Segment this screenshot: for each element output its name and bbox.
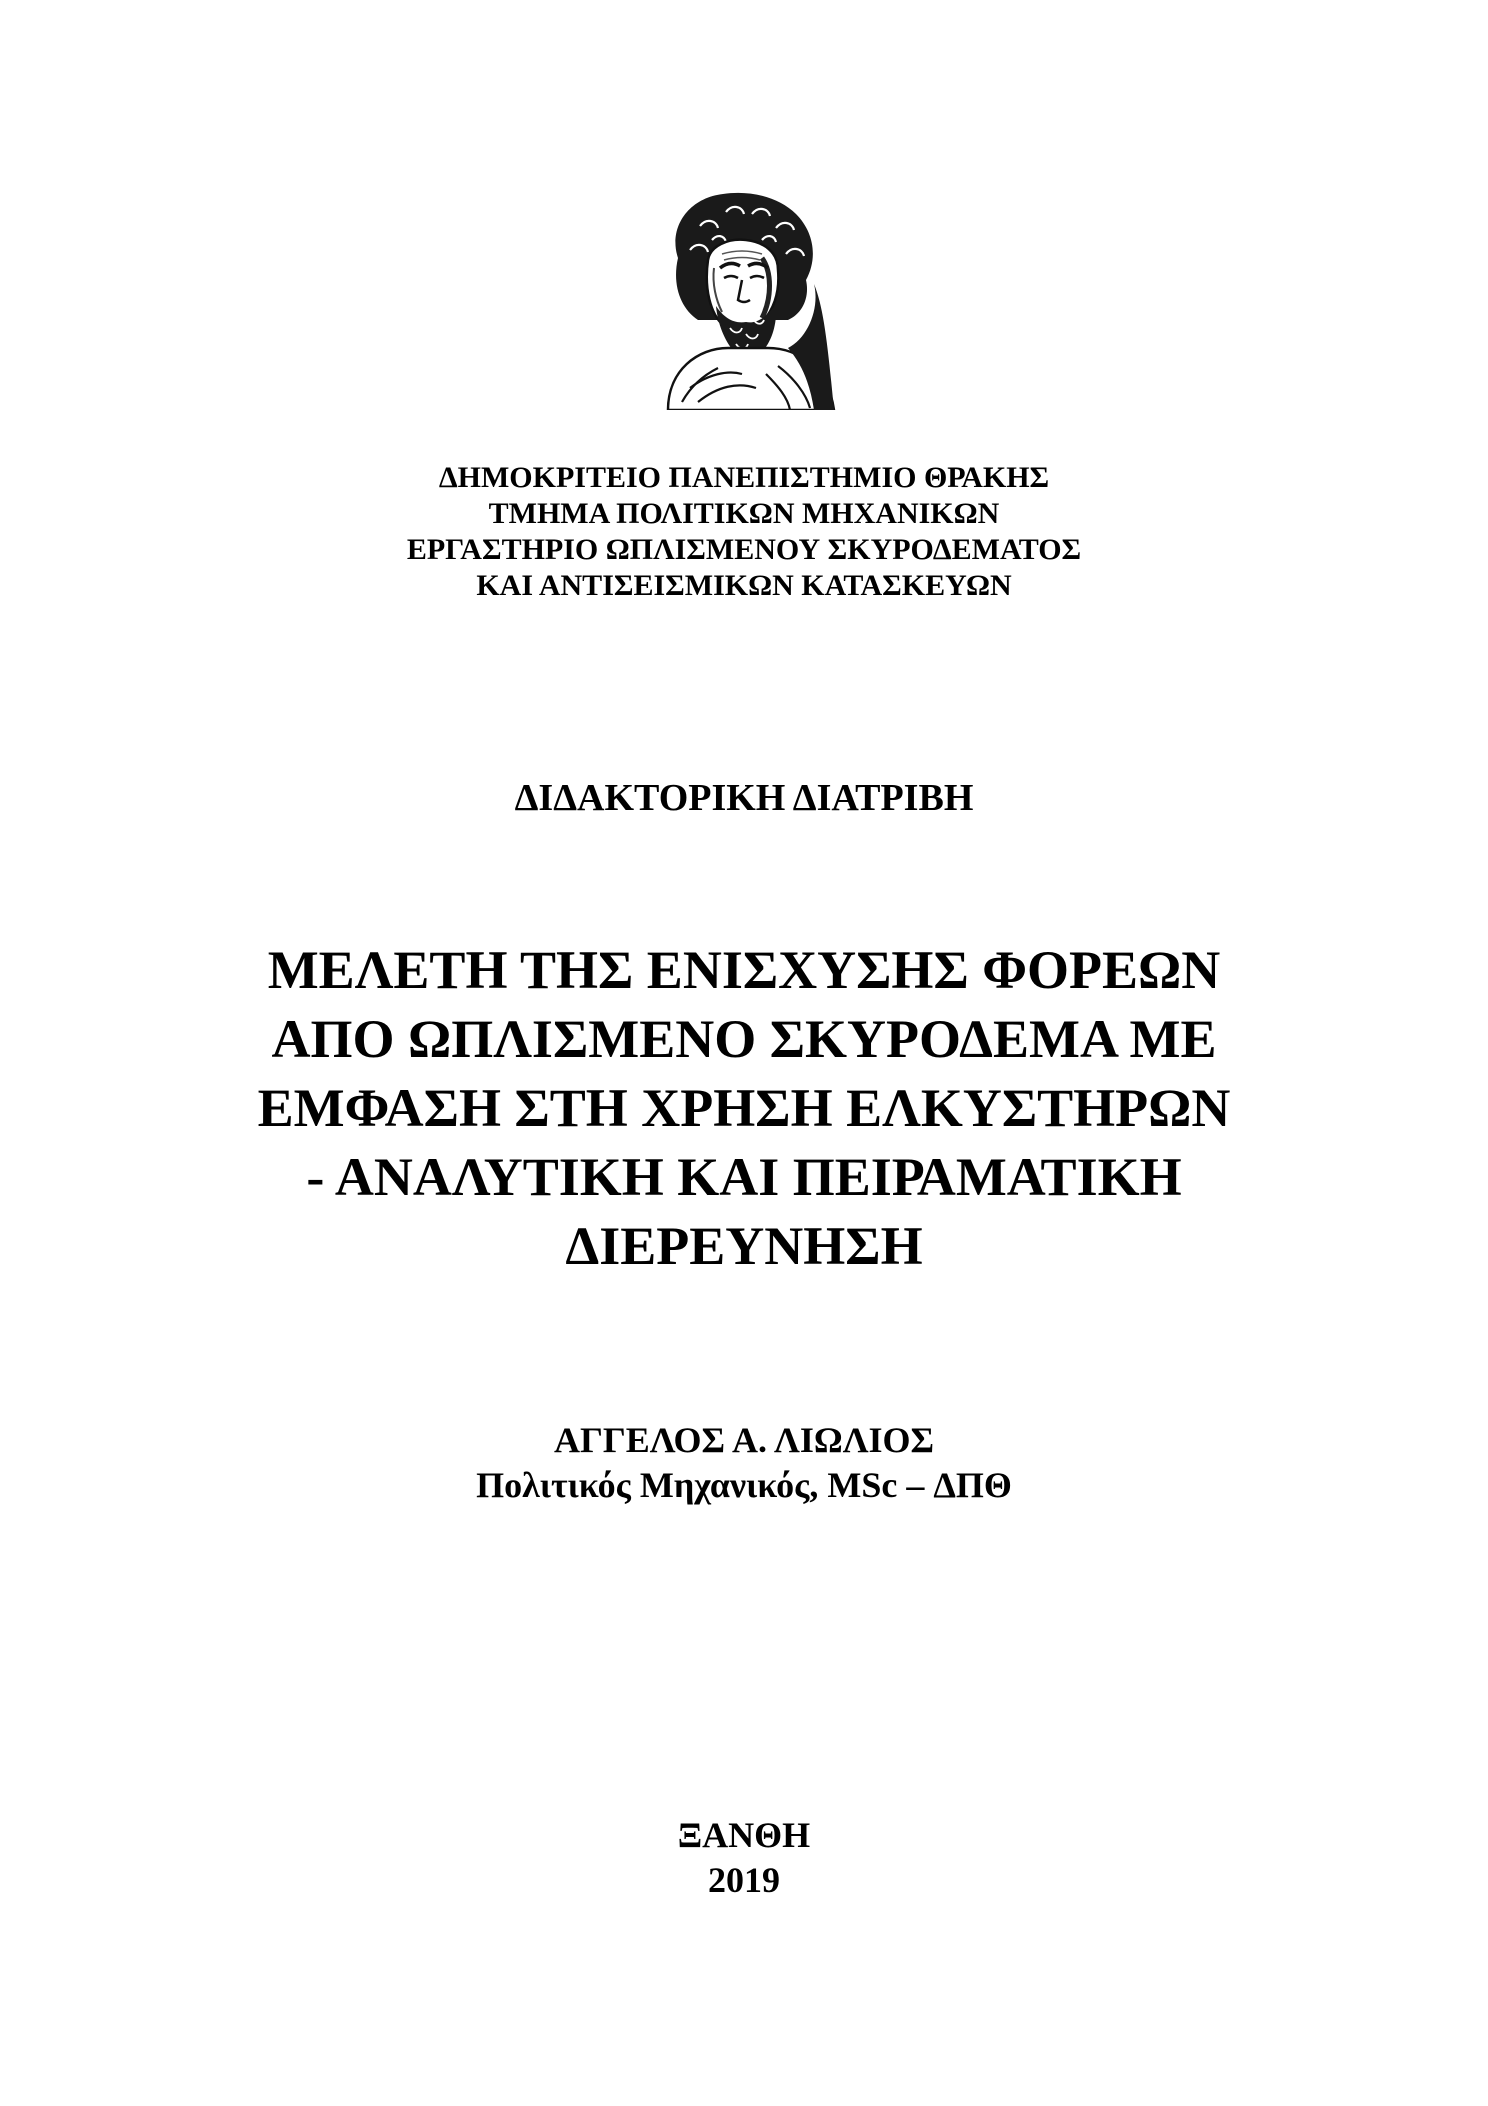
thesis-title-line: ΑΠΟ ΩΠΛΙΣΜΕΝΟ ΣΚΥΡΟΔΕΜΑ ΜΕ — [271, 1009, 1217, 1069]
year: 2019 — [708, 1860, 780, 1900]
institution-block — [0, 460, 1488, 604]
thesis-title-line: ΕΜΦΑΣΗ ΣΤΗ ΧΡΗΣΗ ΕΛΚΥΣΤΗΡΩΝ — [257, 1078, 1231, 1138]
department-name: ΤΜΗΜΑ ΠΟΛΙΤΙΚΩΝ ΜΗΧΑΝΙΚΩΝ — [488, 497, 1000, 530]
thesis-title-line: ΔΙΕΡΕΥΝΗΣΗ — [565, 1216, 923, 1276]
author-credentials: Πολιτικός Μηχανικός, MSc – ΔΠΘ — [476, 1465, 1012, 1505]
author-name: ΑΓΓΕΛΟΣ Α. ΛΙΩΛΙΟΣ — [553, 1420, 935, 1460]
thesis-title-line: ΜΕΛΕΤΗ ΤΗΣ ΕΝΙΣΧΥΣΗΣ ΦΟΡΕΩΝ — [267, 940, 1221, 1000]
document-type: ΔΙΔΑΚΤΟΡΙΚΗ ΔΙΑΤΡΙΒΗ — [514, 777, 974, 819]
thesis-title-line: - ΑΝΑΛΥΤΙΚΗ ΚΑΙ ΠΕΙΡΑΜΑΤΙΚΗ — [306, 1147, 1182, 1207]
laboratory-name-line-1: ΕΡΓΑΣΤΗΡΙΟ ΩΠΛΙΣΜΕΝΟΥ ΣΚΥΡΟΔΕΜΑΤΟΣ — [406, 533, 1082, 566]
thesis-title — [0, 936, 1488, 1281]
university-name: ΔΗΜΟΚΡΙΤΕΙΟ ΠΑΝΕΠΙΣΤΗΜΙΟ ΘΡΑΚΗΣ — [438, 461, 1050, 494]
laboratory-name-line-2: ΚΑΙ ΑΝΤΙΣΕΙΣΜΙΚΩΝ ΚΑΤΑΣΚΕΥΩΝ — [476, 569, 1012, 602]
author-block — [0, 1418, 1488, 1508]
place-date-block — [0, 1813, 1488, 1903]
place: ΞΑΝΘΗ — [677, 1815, 811, 1855]
democritus-bust-logo — [638, 188, 848, 410]
